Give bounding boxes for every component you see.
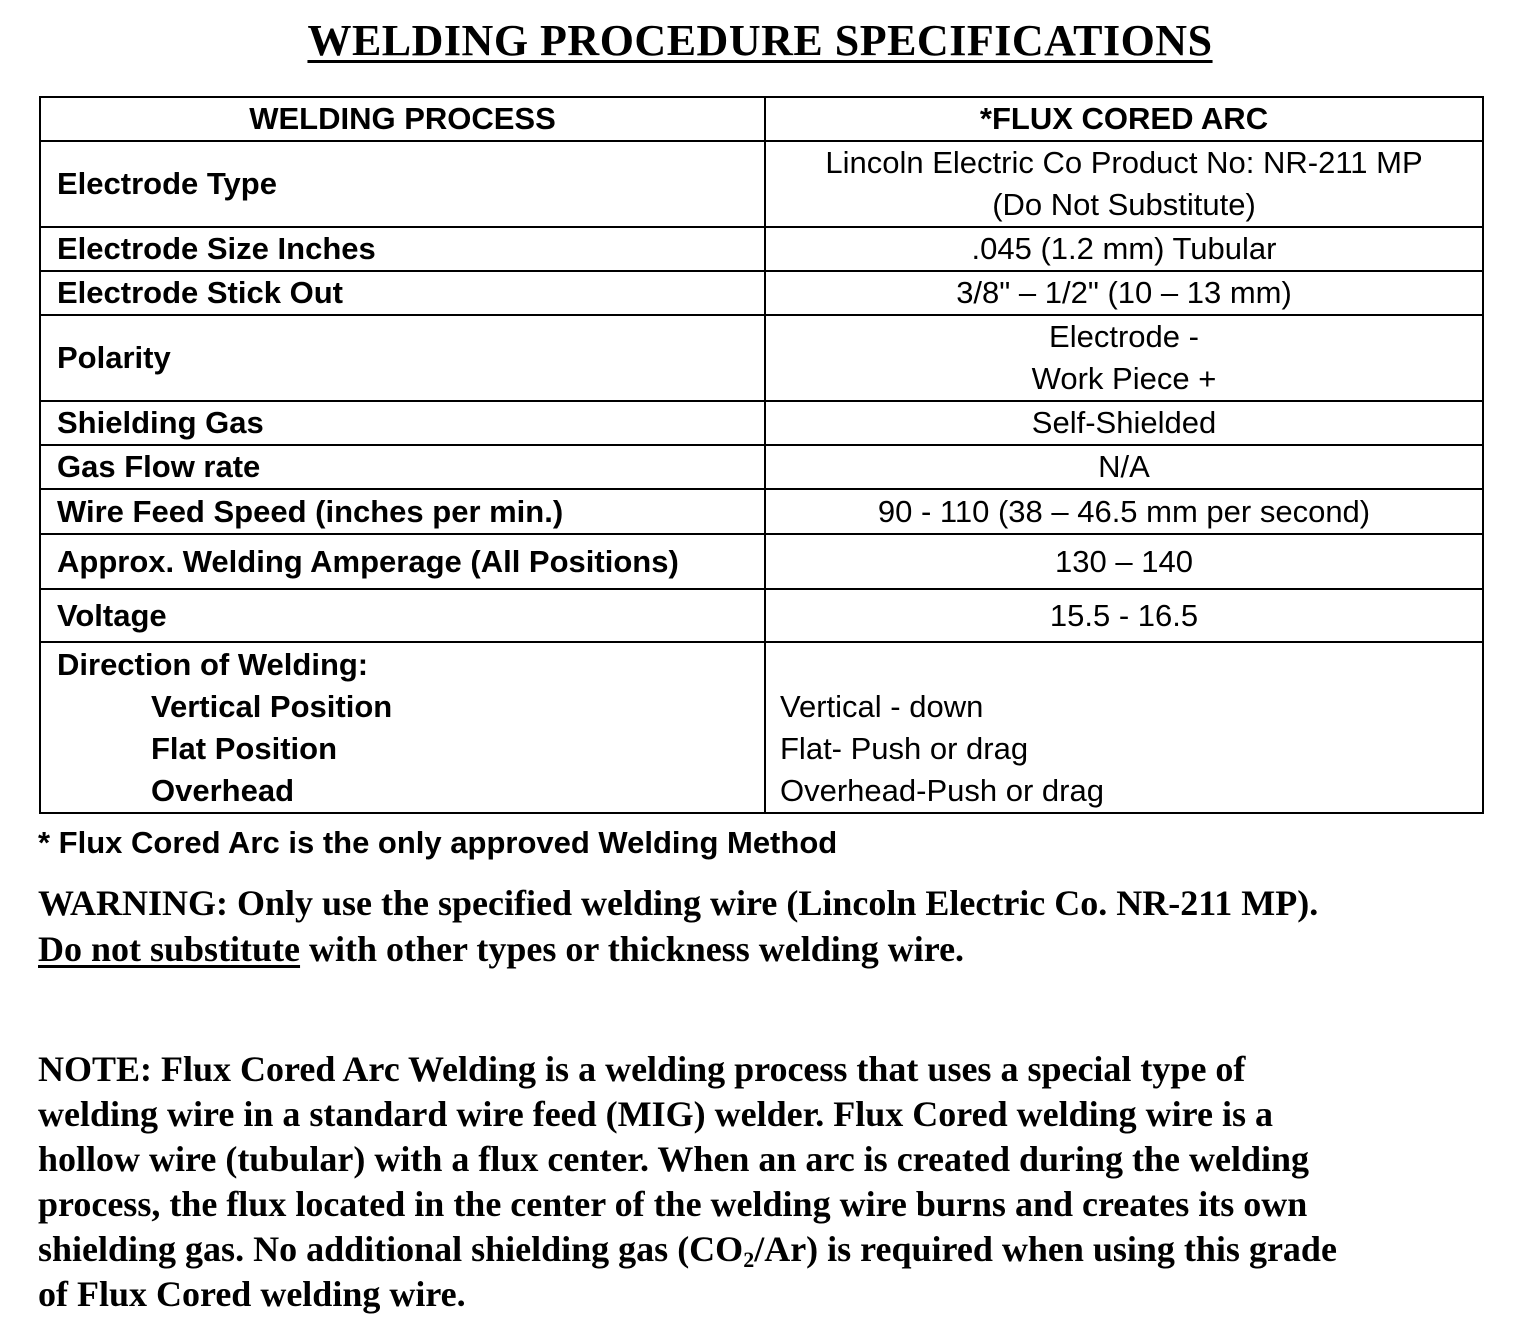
- position-value: Vertical - down: [780, 688, 984, 724]
- row-value: Self-Shielded: [765, 401, 1483, 445]
- subscript: 2: [743, 1247, 755, 1272]
- note-line: welding wire in a standard wire feed (MIG) welder. Flux Cored welding wire is a: [38, 1094, 1273, 1134]
- row-value: 3/8" – 1/2" (10 – 13 mm): [765, 271, 1483, 315]
- row-value: 130 – 140: [765, 534, 1483, 589]
- warning-underlined: Do not substitute: [38, 929, 301, 969]
- row-label: Voltage: [40, 589, 765, 642]
- note-line: hollow wire (tubular) with a flux center. When an arc is created during the welding: [38, 1139, 1310, 1179]
- direction-heading: Direction of Welding:: [57, 646, 369, 682]
- note-line: NOTE: Flux Cored Arc Welding is a welding process that uses a special type of: [38, 1049, 1246, 1089]
- position-value: Flat- Push or drag: [780, 730, 1029, 766]
- table-row: [40, 445, 1483, 489]
- row-value: [765, 141, 1483, 227]
- note-line: of Flux Cored welding wire.: [38, 1274, 466, 1314]
- direction-row: [40, 642, 1483, 813]
- spacer: [780, 644, 1482, 686]
- warning-line-1: WARNING: Only use the specified welding wire (Lincoln Electric Co. NR-211 MP).: [38, 883, 1319, 923]
- note-paragraph: [38, 1047, 1498, 1317]
- table-row: [40, 271, 1483, 315]
- row-value: [765, 315, 1483, 401]
- spec-table: [39, 96, 1484, 814]
- footnote: * Flux Cored Arc is the only approved Welding Method: [38, 825, 838, 860]
- direction-labels: [40, 642, 765, 813]
- direction-values: [765, 642, 1483, 813]
- document-title: [0, 14, 1520, 68]
- table-row: [40, 589, 1483, 642]
- header-process-label: WELDING PROCESS: [40, 97, 765, 141]
- value-line: (Do Not Substitute): [992, 187, 1256, 222]
- row-value: N/A: [765, 445, 1483, 489]
- title-text: WELDING PROCEDURE SPECIFICATIONS: [307, 16, 1213, 65]
- note-line: process, the flux located in the center of the welding wire burns and creates its own: [38, 1184, 1308, 1224]
- table-row: [40, 401, 1483, 445]
- position-label: Overhead: [151, 772, 295, 808]
- row-label: Shielding Gas: [40, 401, 765, 445]
- row-label: Electrode Type: [40, 141, 765, 227]
- note-text: shielding gas. No additional shielding gas (CO: [38, 1229, 744, 1269]
- value-line: Electrode -: [1049, 319, 1199, 354]
- row-label: Electrode Stick Out: [40, 271, 765, 315]
- table-row: [40, 489, 1483, 534]
- warning-line-2: [38, 926, 1498, 972]
- value-line: Work Piece +: [1031, 361, 1217, 396]
- note-text: /Ar) is required when using this grade: [754, 1229, 1337, 1269]
- row-label: Wire Feed Speed (inches per min.): [40, 489, 765, 534]
- warning-text: [38, 880, 1498, 972]
- row-label: Approx. Welding Amperage (All Positions): [40, 534, 765, 589]
- row-value: 15.5 - 16.5: [765, 589, 1483, 642]
- row-value: 90 - 110 (38 – 46.5 mm per second): [765, 489, 1483, 534]
- table-row: [40, 227, 1483, 271]
- row-label: Polarity: [40, 315, 765, 401]
- table-row: [40, 141, 1483, 227]
- row-value: .045 (1.2 mm) Tubular: [765, 227, 1483, 271]
- table-row: [40, 315, 1483, 401]
- note-line: [38, 1227, 1498, 1272]
- warning-rest: with other types or thickness welding wire.: [300, 929, 965, 969]
- row-label: Gas Flow rate: [40, 445, 765, 489]
- header-process-value: *FLUX CORED ARC: [765, 97, 1483, 141]
- value-line: Lincoln Electric Co Product No: NR-211 MP: [825, 145, 1423, 180]
- position-value: Overhead-Push or drag: [780, 772, 1104, 808]
- row-label: Electrode Size Inches: [40, 227, 765, 271]
- position-label: Vertical Position: [151, 688, 393, 724]
- position-label: Flat Position: [151, 730, 337, 766]
- table-row: [40, 534, 1483, 589]
- table-header-row: [40, 97, 1483, 141]
